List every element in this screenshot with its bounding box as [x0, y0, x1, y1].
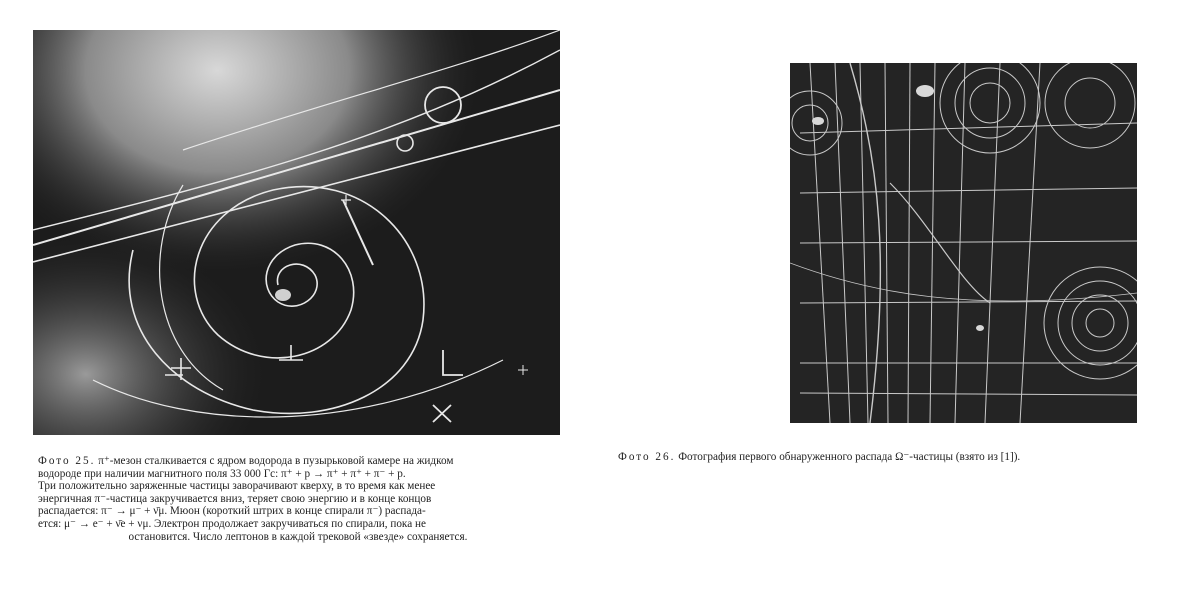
photo-26-caption-label: Фото 26.	[618, 451, 676, 463]
photo-25-caption-line: водороде при наличии магнитного поля 33 000 Гс: π⁺ + p → π⁺ + π⁺ + π⁻ + p.	[38, 467, 406, 480]
photo-25-bubble-chamber	[33, 30, 560, 435]
photo-25-caption-line: распадается: π⁻ → μ⁻ + ν̄μ. Мюон (короткий штрих в конце спирали π⁻) распада-	[38, 505, 426, 518]
photo-25-caption-label: Фото 25.	[38, 455, 96, 467]
photo-25-caption-line: Три положительно заряженные частицы заворачивают кверху, в то время как менее	[38, 480, 436, 493]
photo-25-caption	[38, 455, 558, 543]
photo-26-omega-decay	[790, 63, 1137, 423]
photo-25-caption-line: ется: μ⁻ → e⁻ + ν̄e + νμ. Электрон продолжает закручиваться по спирали, пока не	[38, 517, 426, 530]
photo-26-tracks	[790, 63, 1137, 423]
photo-25-caption-line: Фото 25. π⁺-мезон сталкивается с ядром водорода в пузырьковой камере на жидком	[38, 455, 454, 467]
photo-25-tracks	[33, 30, 560, 435]
photo-26-caption	[618, 451, 1178, 464]
photo-25-caption-line: остановится. Число лептонов в каждой трековой «звезде» сохраняется.	[128, 530, 468, 543]
photo-25-caption-line: энергичная π⁻-частица закручивается вниз, теряет свою энергию и в конце концов	[38, 492, 432, 505]
photo-26-caption-text: Фотография первого обнаруженного распада Ω⁻-частицы (взято из [1]).	[678, 451, 1021, 463]
